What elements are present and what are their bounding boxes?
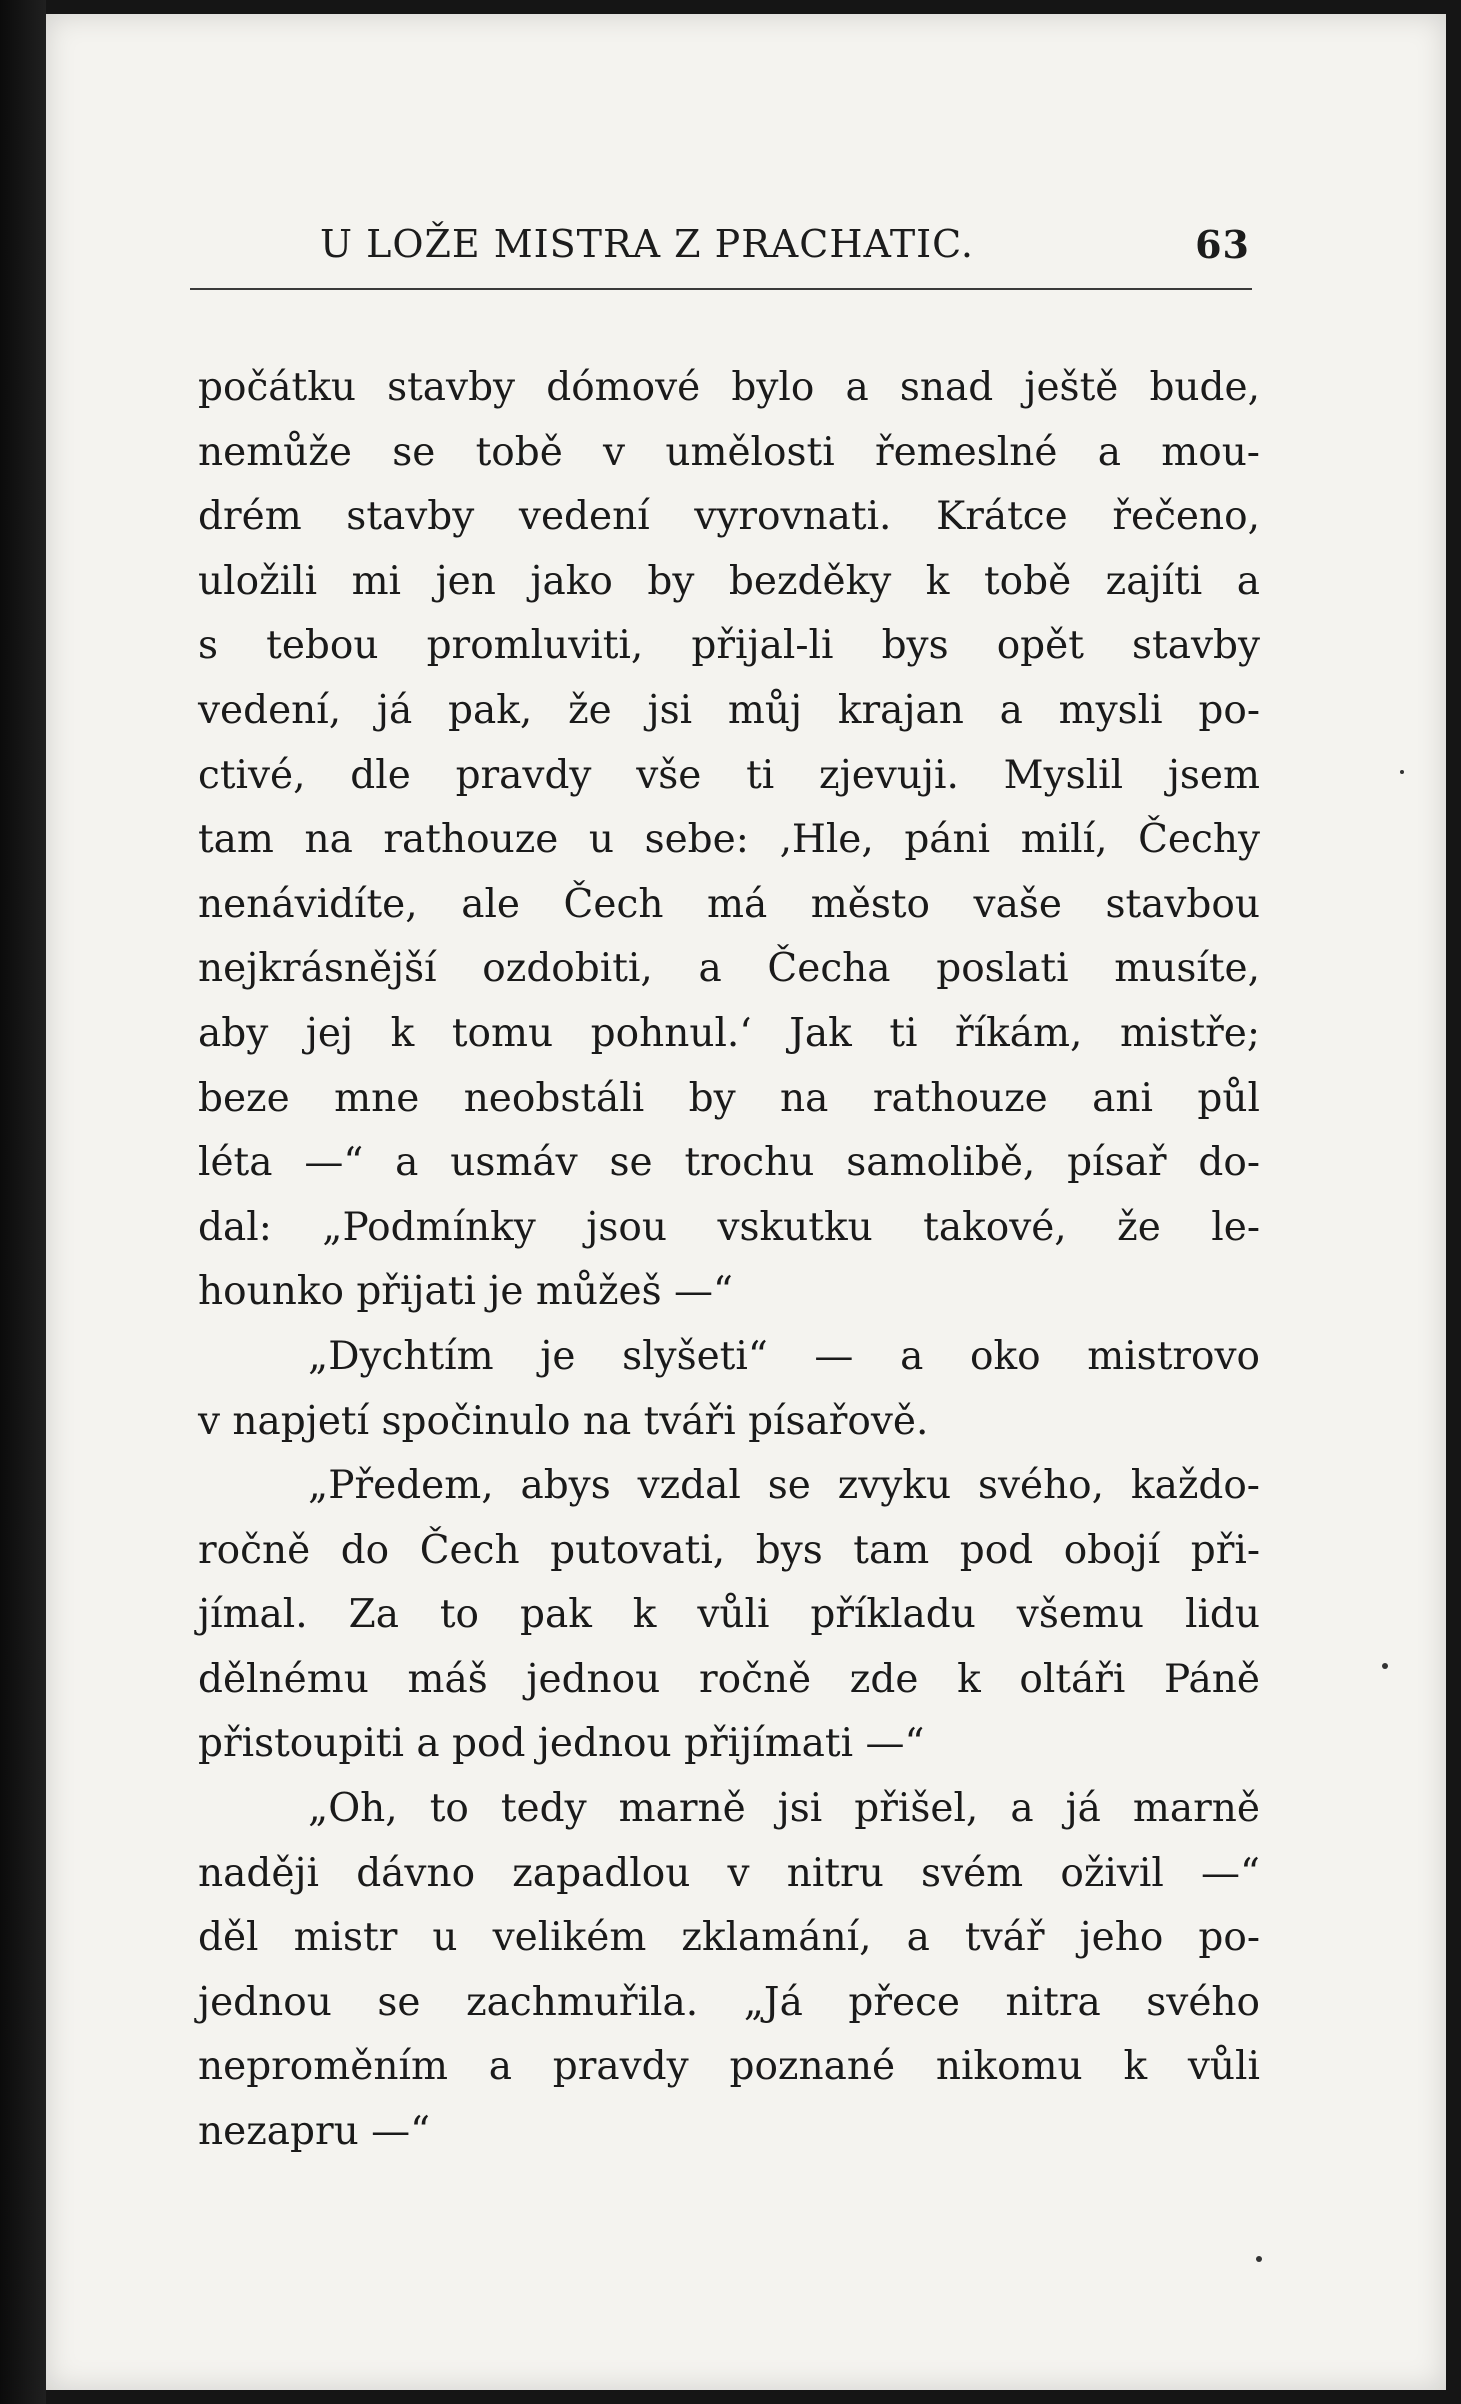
text-line: děl mistr u velikém zklamání, a tvář jeho po- [198, 1915, 1260, 1961]
text-line: „Předem, abys vzdal se zvyku svého, každo- [308, 1463, 1260, 1509]
text-line: nemůže se tobě v umělosti řemeslné a mou- [198, 429, 1260, 475]
text-line: v napjetí spočinulo na tváři písařově. [198, 1398, 929, 1444]
text-line: přistoupiti a pod jednou přijímati —“ [198, 1721, 925, 1767]
text-line: s tebou promluviti, přijal-li bys opět stavby [198, 623, 1260, 669]
text-line: „Dychtím je slyšeti“ — a oko mistrovo [308, 1333, 1260, 1379]
ink-speck [1400, 770, 1404, 774]
text-line: tam na rathouze u sebe: ‚Hle, páni milí, Čechy [198, 817, 1260, 863]
text-line: neproměním a pravdy poznané nikomu k vůli [198, 2044, 1260, 2090]
text-line: jednou se zachmuřila. „Já přece nitra svého [198, 1979, 1260, 2025]
text-line: počátku stavby dómové bylo a snad ještě bude, [198, 365, 1260, 410]
ink-speck [1256, 2256, 1262, 2262]
text-line: jímal. Za to pak k vůli příkladu všemu lidu [198, 1592, 1260, 1638]
text-line: ročně do Čech putovati, bys tam pod obojí při- [198, 1527, 1260, 1573]
text-line: „Oh, to tedy marně jsi přišel, a já marně [308, 1786, 1260, 1832]
text-line: aby jej k tomu pohnul.‘ Jak ti říkám, mistře; [198, 1010, 1260, 1056]
text-line: léta —“ a usmáv se trochu samolibě, písař do- [198, 1140, 1260, 1186]
text-line: dal: „Podmínky jsou vskutku takové, že le- [198, 1204, 1260, 1250]
text-line: nezapru —“ [198, 2109, 431, 2155]
text-line: nenávidíte, ale Čech má město vaše stavbou [198, 881, 1260, 927]
text-line: uložili mi jen jako by bezděky k tobě zajíti a [198, 558, 1260, 604]
ink-speck [1382, 1663, 1388, 1669]
running-title: U LOŽE MISTRA Z PRACHATIC. [320, 222, 974, 266]
header-rule [190, 288, 1252, 290]
body-text [198, 356, 1260, 2165]
page-edge-shadow [0, 0, 46, 2404]
text-line: vedení, já pak, že jsi můj krajan a mysli po- [198, 687, 1260, 733]
text-line: nejkrásnější ozdobiti, a Čecha poslati musíte, [198, 946, 1260, 992]
text-line: naději dávno zapadlou v nitru svém oživil —“ [198, 1850, 1260, 1896]
text-line: drém stavby vedení vyrovnati. Krátce řečeno, [198, 494, 1260, 540]
page-header [320, 222, 1250, 282]
text-line: ctivé, dle pravdy vše ti zjevuji. Myslil jsem [198, 752, 1260, 798]
page-number: 63 [1195, 222, 1250, 267]
text-line: hounko přijati je můžeš —“ [198, 1269, 733, 1315]
text-line: dělnému máš jednou ročně zde k oltáři Páně [198, 1656, 1260, 1702]
text-line: beze mne neobstáli by na rathouze ani půl [198, 1075, 1260, 1121]
